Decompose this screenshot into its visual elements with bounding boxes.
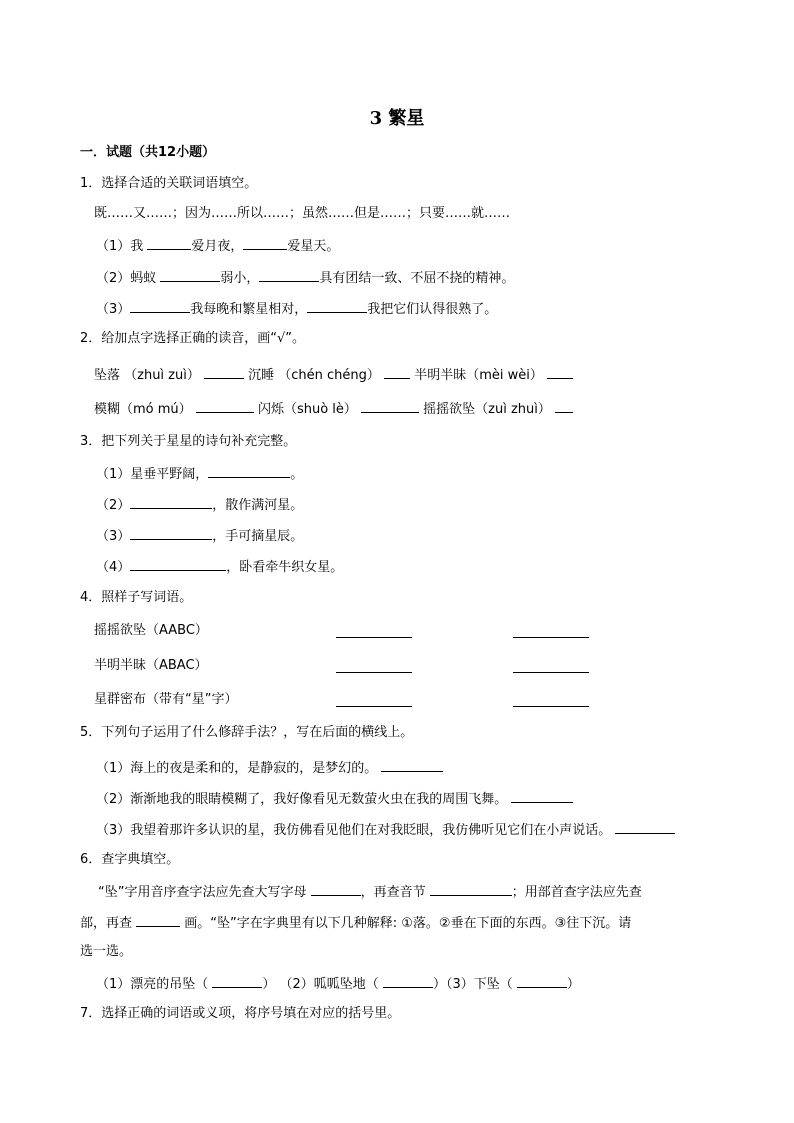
answer-blank[interactable] bbox=[204, 364, 244, 379]
answer-blank[interactable] bbox=[381, 757, 443, 772]
question-6-stem: 6．查字典填空。 bbox=[80, 852, 180, 867]
question-5-stem: 5．下列句子运用了什么修辞手法？，写在后面的横线上。 bbox=[80, 725, 414, 740]
question-1-item-2: （2）蚂蚁 弱小， 具有团结一致、不屈不挠的精神。 bbox=[96, 267, 514, 289]
answer-blank[interactable] bbox=[383, 973, 433, 988]
answer-blank[interactable] bbox=[136, 912, 180, 927]
question-3-item-2: （2） ，散作满河星。 bbox=[96, 494, 303, 516]
question-6-line-2: 部，再查 画。“坠”字在字典里有以下几种解释: ①落。②垂在下面的东西。③往下沉。请 bbox=[80, 912, 631, 934]
answer-blank[interactable] bbox=[307, 298, 367, 313]
question-6-line-1: “坠”字用音序查字法应先查大写字母 ，再查音节 ；用部首查字法应先查 bbox=[98, 881, 642, 903]
question-2-stem: 2．给加点字选择正确的读音，画“√”。 bbox=[80, 331, 306, 346]
answer-blank[interactable] bbox=[243, 235, 287, 250]
question-4-example-3: 星群密布（带有“星”字） bbox=[94, 692, 238, 707]
question-2-row-1: 坠落 （zhuì zuì） 沉睡 （chén chéng） 半明半昧（mèi wèi） bbox=[94, 364, 573, 386]
answer-blank[interactable] bbox=[130, 525, 212, 540]
section-heading: 一．试题（共12小题） bbox=[80, 145, 216, 160]
question-5-item-2: （2）渐渐地我的眼睛模糊了，我好像看见无数萤火虫在我的周围飞舞。 bbox=[96, 788, 573, 810]
question-4-example-1: 摇摇欲坠（AABC） bbox=[94, 623, 208, 638]
answer-blank[interactable] bbox=[160, 267, 220, 282]
answer-blank[interactable] bbox=[259, 267, 319, 282]
question-3-item-1: （1）星垂平野阔， 。 bbox=[96, 463, 303, 485]
question-5-item-3: （3）我望着那许多认识的星，我仿佛看见他们在对我眨眼，我仿佛听见它们在小声说话。 bbox=[96, 819, 675, 841]
answer-blank[interactable] bbox=[384, 364, 410, 379]
question-3-stem: 3．把下列关于星星的诗句补充完整。 bbox=[80, 434, 297, 449]
question-3-item-4: （4） ，卧看牵牛织女星。 bbox=[96, 556, 343, 578]
answer-blank[interactable] bbox=[196, 398, 254, 413]
answer-blank[interactable] bbox=[311, 881, 361, 896]
question-1-options: 既……又……；因为……所以……；虽然……但是……；只要……就…… bbox=[94, 206, 511, 221]
question-6-line-4: （1）漂亮的吊坠（ ） （2）呱呱坠地（ ）（3）下坠（ ） bbox=[96, 973, 580, 995]
question-5-item-1: （1）海上的夜是柔和的，是静寂的，是梦幻的。 bbox=[96, 757, 443, 779]
answer-blank[interactable] bbox=[130, 298, 190, 313]
question-3-item-3: （3） ，手可摘星辰。 bbox=[96, 525, 303, 547]
question-4-stem: 4．照样子写词语。 bbox=[80, 590, 193, 605]
answer-blank[interactable] bbox=[513, 658, 589, 673]
answer-blank[interactable] bbox=[513, 692, 589, 707]
answer-blank[interactable] bbox=[513, 623, 589, 638]
answer-blank[interactable] bbox=[547, 364, 573, 379]
answer-blank[interactable] bbox=[361, 398, 419, 413]
answer-blank[interactable] bbox=[336, 623, 412, 638]
question-2-row-2: 模糊（mó mú） 闪烁（shuò lè） 摇摇欲坠（zuì zhuì） bbox=[94, 398, 573, 420]
question-4-example-2: 半明半昧（ABAC） bbox=[94, 658, 208, 673]
answer-blank[interactable] bbox=[336, 658, 412, 673]
question-7-stem: 7．选择正确的词语或义项，将序号填在对应的括号里。 bbox=[80, 1006, 401, 1021]
question-1-item-3: （3） 我每晚和繁星相对， 我把它们认得很熟了。 bbox=[96, 298, 497, 320]
question-1-stem: 1．选择合适的关联词语填空。 bbox=[80, 176, 258, 191]
answer-blank[interactable] bbox=[130, 556, 226, 571]
answer-blank[interactable] bbox=[130, 494, 212, 509]
answer-blank[interactable] bbox=[615, 819, 675, 834]
answer-blank[interactable] bbox=[147, 235, 191, 250]
question-6-line-3: 选一选。 bbox=[80, 944, 133, 959]
answer-blank[interactable] bbox=[208, 463, 290, 478]
answer-blank[interactable] bbox=[555, 398, 573, 413]
answer-blank[interactable] bbox=[336, 692, 412, 707]
answer-blank[interactable] bbox=[430, 881, 512, 896]
answer-blank[interactable] bbox=[212, 973, 262, 988]
answer-blank[interactable] bbox=[517, 973, 567, 988]
question-1-item-1: （1）我 爱月夜， 爱星天。 bbox=[96, 235, 339, 257]
page-title: 3 繁星 bbox=[369, 108, 425, 129]
answer-blank[interactable] bbox=[511, 788, 573, 803]
